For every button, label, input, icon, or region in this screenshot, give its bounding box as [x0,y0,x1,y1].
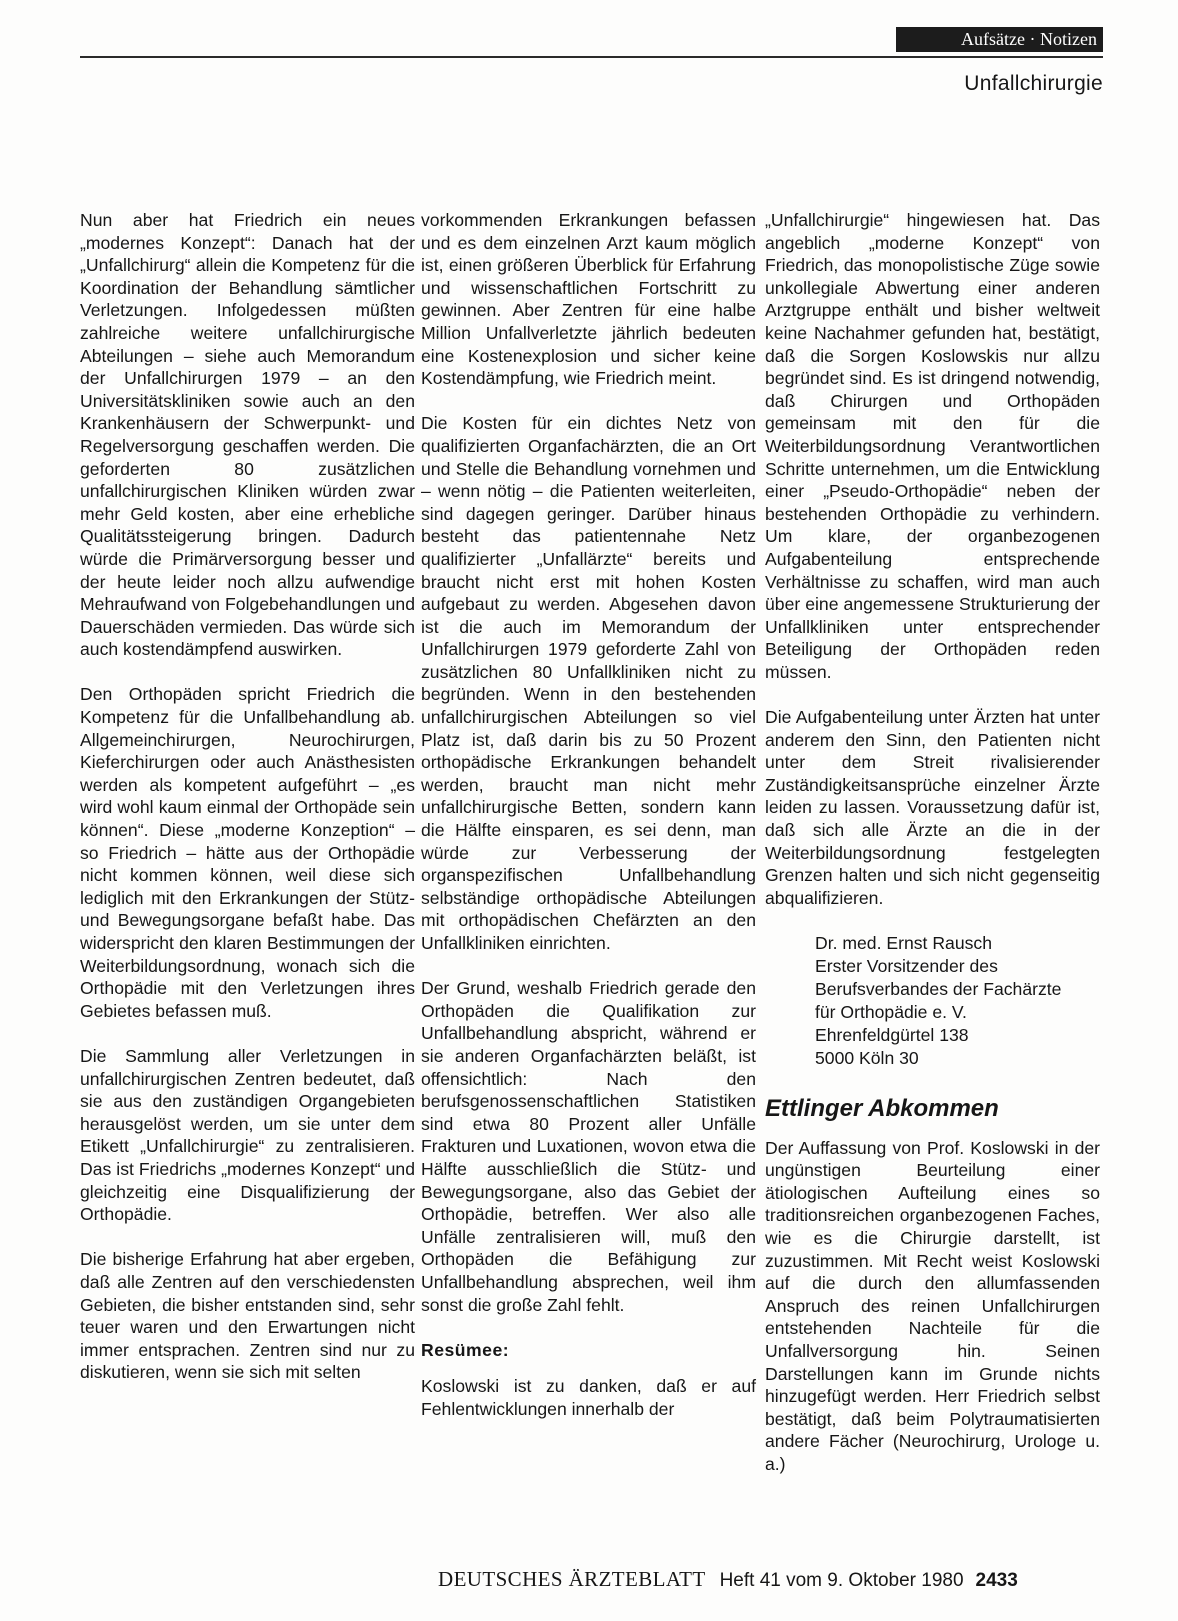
subheading-resumee: Resümee: [421,1339,510,1360]
paragraph: Der Auffassung von Prof. Koslowski in der ungünstigen Beurteilung einer ätiologischen Aufteilung eines so traditionsreichen organbezogenen Faches, wie es die Chirurgie darstellt, ist zuzustimmen. Mit Recht weist Koslowski auf die durch den allumfassenden Anspruch des reinen Unfallchirurgen entstehenden Nachteile für die Unfallversorgung hin. Seinen Darstellungen kann im Grunde nichts hinzugefügt werden. Herr Friedrich selbst bestätigt, daß beim Polytraumatisierten andere Fächer (Neurochirurg, Urologe u. a.) [765,1137,1100,1474]
section-title: Unfallchirurgie [964,72,1103,95]
paragraph: Der Grund, weshalb Friedrich gerade den Orthopäden die Qualifikation zur Unfallbehandlung abspricht, während er sie anderen Organfachärzten beläßt, ist offensichtlich: Nach den berufsgenossenschaftlichen Statistiken sind etwa 80 Prozent aller Unfälle Frakturen und Luxationen, wovon etwa die Hälfte ausschließlich die Stütz- und Bewegungsorgane, also das Gebiet der Orthopädie, betreffen. Wer also alle Unfälle zentralisieren will, muß den Orthopäden die Befähigung zur Unfallbehandlung absprechen, weil ihm sonst die große Zahl fehlt. [421,978,756,1315]
issue-info: Heft 41 vom 9. Oktober 1980 [719,1570,964,1591]
signature-line: Erster Vorsitzender des [815,956,998,976]
article-heading: Ettlinger Abkommen [765,1095,999,1122]
page-number: 2433 [975,1570,1018,1591]
category-badge: Aufsätze · Notizen [896,27,1103,52]
paragraph: Die Sammlung aller Verletzungen in unfallchirurgischen Zentren bedeutet, daß sie aus den zuständigen Organgebieten herausgelöst werden, um sie unter dem Etikett „Unfallchirurgie“ zu zentralisieren. Das ist Friedrichs „modernes Konzept“ und gleichzeitig eine Disqualifizierung der Orthopädie. [80,1045,415,1225]
signature-line: Ehrenfeldgürtel 138 [815,1025,969,1045]
column-1 [80,209,415,1406]
signature-line: Berufsverbandes der Fachärzte [815,979,1062,999]
journal-name: DEUTSCHES ÄRZTEBLATT [438,1567,706,1591]
column-2 [421,209,756,1443]
paragraph: vorkommenden Erkrankungen befassen und es dem einzelnen Arzt kaum möglich ist, einen größeren Überblick für Erfahrung und wissenschaftlichen Fortschritt zu gewinnen. Aber Zentren für eine halbe Million Unfallverletzte jährlich bedeuten eine Kostenexplosion und sicher keine Kostendämpfung, wie Friedrich meint. [421,210,756,389]
signature-line: 5000 Köln 30 [815,1048,919,1068]
paragraph: Die Aufgabenteilung unter Ärzten hat unter anderem den Sinn, den Patienten nicht unter dem Streit rivalisierender Zuständigkeitsansprüche einzelner Ärzte leiden zu lassen. Voraussetzung dafür ist, daß sich alle Ärzte an die in der Weiterbildungsordnung festgelegten Grenzen halten und sich nicht gegenseitig abqualifizieren. [765,707,1100,908]
header-rule [80,56,1103,58]
page-footer [438,1567,1018,1592]
signature-line: für Orthopädie e. V. [815,1002,967,1022]
signature-line: Dr. med. Ernst Rausch [815,933,992,953]
paragraph: „Unfallchirurgie“ hingewiesen hat. Das angeblich „moderne Konzept“ von Friedrich, das monopolistische Züge sowie unkollegiale Abwertung einer anderen Arztgruppe enthält und bisher weltweit keine Nachahmer gefunden hat, bestätigt, daß die Sorgen Koslowskis nur allzu begründet sind. Es ist dringend notwendig, daß Chirurgen und Orthopäden gemeinsam mit den für die Weiterbildungsordnung Verantwortlichen Schritte unternehmen, um die Entwicklung einer „Pseudo-Orthopädie“ neben der bestehenden Orthopädie zu verhindern. Um klare, der organbezogenen Aufgabenteilung entsprechende Verhältnisse zu schaffen, wird man auch über eine angemessene Strukturierung der Unfallkliniken unter entsprechender Beteiligung der Orthopäden reden müssen. [765,210,1100,682]
author-signature [815,932,1100,1070]
paragraph: Koslowski ist zu danken, daß er auf Fehlentwicklungen innerhalb der [421,1376,756,1419]
column-3 [765,209,1100,1498]
paragraph: Nun aber hat Friedrich ein neues „modernes Konzept“: Danach hat der „Unfallchirurg“ allein die Kompetenz für die Koordination der Behandlung sämtlicher Verletzungen. Infolgedessen müßten zahlreiche weitere unfallchirurgische Abteilungen – siehe auch Memorandum der Unfallchirurgen 1979 – an den Universitätskliniken sowie auch an den Krankenhäusern der Schwerpunkt- und Regelversorgung geschaffen werden. Die geforderten 80 zusätzlichen unfallchirurgischen Kliniken würden zwar mehr Geld kosten, aber eine erhebliche Qualitätssteigerung bringen. Dadurch würde die Primärversorgung besser und der heute leider noch allzu aufwendige Mehraufwand von Folgebehandlungen und Dauerschäden vermieden. Das würde sich auch kostendämpfend auswirken. [80,210,415,660]
paragraph: Den Orthopäden spricht Friedrich die Kompetenz für die Unfallbehandlung ab. Allgemeinchirurgen, Neurochirurgen, Kieferchirurgen oder auch Anästhesisten werden als kompetent aufgeführt – „es wird wohl kaum einmal der Orthopäde sein können“. Diese „moderne Konzeption“ – so Friedrich – hätte aus der Orthopädie nicht kommen können, weil diese sich lediglich mit den Erkrankungen der Stütz- und Bewegungsorgane befaßt habe. Das widerspricht den klaren Bestimmungen der Weiterbildungsordnung, wonach sich die Orthopädie mit den Verletzungen ihres Gebietes befassen muß. [80,684,415,1021]
paragraph: Die Kosten für ein dichtes Netz von qualifizierten Organfachärzten, die an Ort und Stelle die Behandlung vornehmen und – wenn nötig – die Patienten weiterleiten, sind dagegen geringer. Darüber hinaus besteht das patientennahe Netz qualifizierter „Unfallärzte“ bereits und braucht nicht erst mit hohen Kosten aufgebaut zu werden. Abgesehen davon ist die auch im Memorandum der Unfallchirurgen 1979 geforderte Zahl von zusätzlichen 80 Unfallkliniken nicht zu begründen. Wenn in den bestehenden unfallchirurgischen Abteilungen so viel Platz ist, daß darin bis zu 50 Prozent orthopädische Erkrankungen behandelt werden, braucht man nicht mehr unfallchirurgische Betten, sondern kann die Hälfte einsparen, es sei denn, man würde zur Verbesserung der organspezifischen Unfallbehandlung selbständige orthopädische Abteilungen mit orthopädischen Chefärzten an den Unfallkliniken einrichten. [421,413,756,953]
paragraph: Die bisherige Erfahrung hat aber ergeben, daß alle Zentren auf den verschiedensten Gebieten, die bisher entstanden sind, sehr teuer waren und den Erwartungen nicht immer entsprachen. Zentren sind nur zu diskutieren, wenn sie sich mit selten [80,1249,415,1383]
